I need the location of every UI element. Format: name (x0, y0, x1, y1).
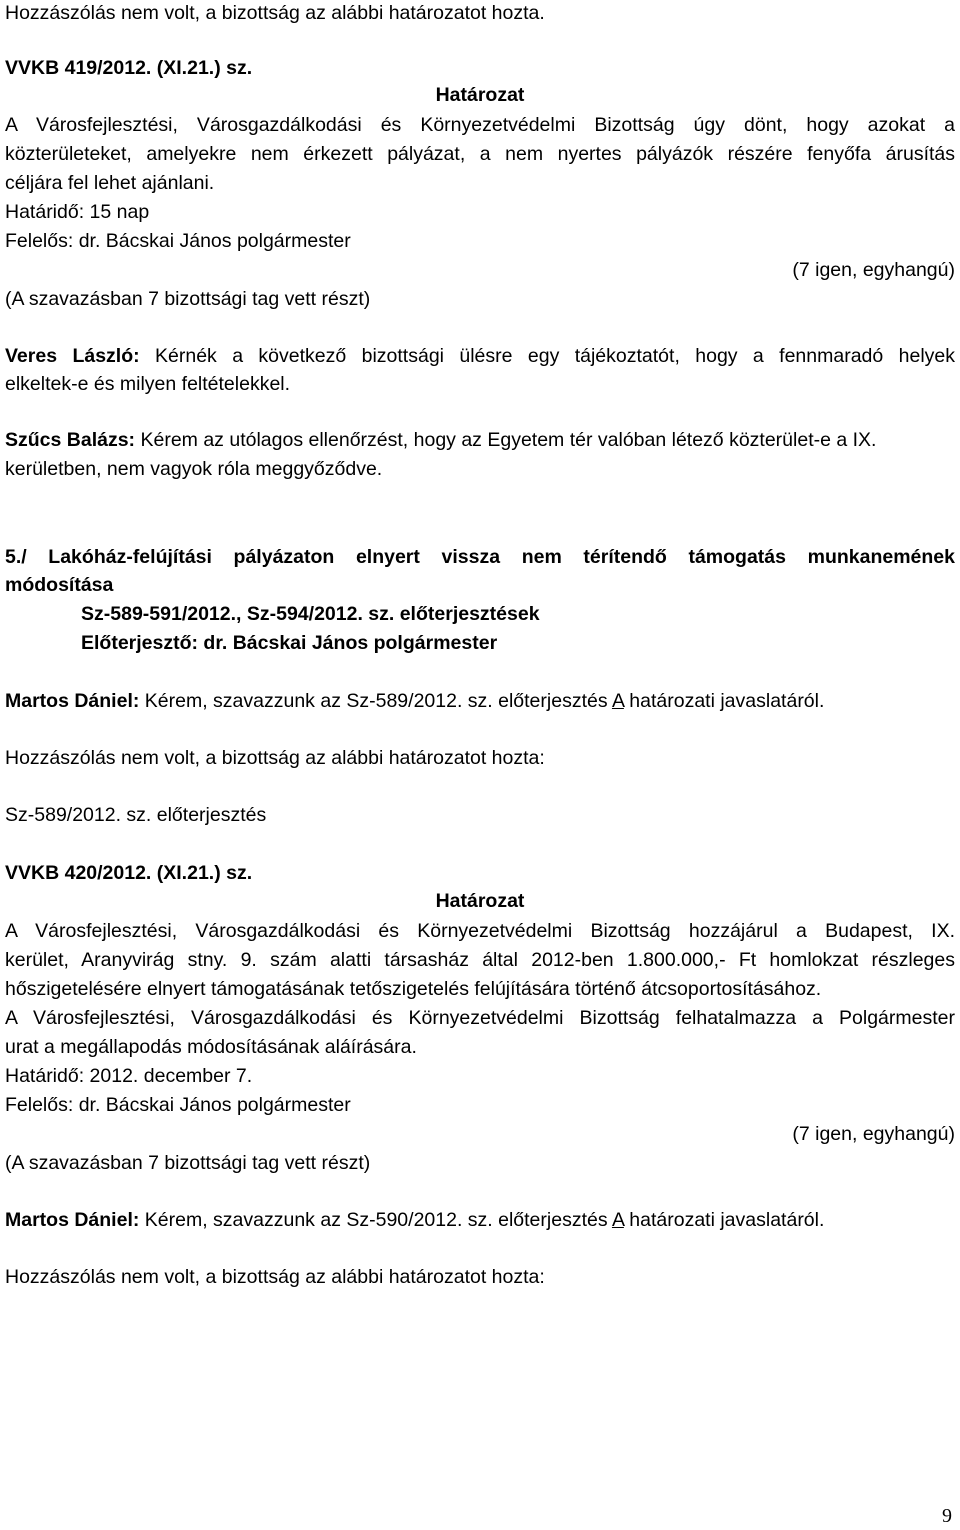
resolution-420-line-1: A Városfejlesztési, Városgazdálkodási és Környezetvédelmi Bizottság hozzájárul a Budapest, IX. (5, 920, 955, 942)
martos-statement-2: Martos Dániel: Kérem, szavazzunk az Sz-590/2012. sz. előterjesztés A határozati javaslatáról. (5, 1209, 825, 1231)
resolution-419-id: VVKB 419/2012. (XI.21.) sz. (5, 57, 253, 79)
speaker-martos: Martos Dániel: (5, 690, 140, 712)
speaker-szucs: Szűcs Balázs: (5, 429, 136, 451)
resolution-419-line-1: A Városfejlesztési, Városgazdálkodási és Környezetvédelmi Bizottság úgy dönt, hogy azokat a (5, 114, 955, 136)
resolution-420-id: VVKB 420/2012. (XI.21.) sz. (5, 862, 253, 884)
agenda-item-5-presenter: Előterjesztő: dr. Bácskai János polgármester (81, 632, 498, 654)
veres-statement-line-1: Veres László: Kérnék a következő bizottsági ülésre egy tájékoztatót, hogy a fennmaradó helyek (5, 345, 955, 367)
resolution-420-responsible: Felelős: dr. Bácskai János polgármester (5, 1094, 351, 1116)
resolution-420-heading: Határozat (435, 890, 525, 912)
resolution-420-line-4: A Városfejlesztési, Városgazdálkodási és Környezetvédelmi Bizottság felhatalmazza a Polgármester (5, 1007, 955, 1029)
comment-text-1: Hozzászólás nem volt, a bizottság az alábbi határozatot hozta: (5, 747, 545, 769)
speaker-martos: Martos Dániel: (5, 1209, 140, 1231)
resolution-419-line-3: céljára fel lehet ajánlani. (5, 172, 215, 194)
szucs-statement-line-2: kerületben, nem vagyok róla meggyőződve. (5, 458, 383, 480)
resolution-420-line-3: hőszigetelésére elnyert támogatásának tetőszigetelés felújítására történő átcsoportosításához. (5, 978, 822, 1000)
resolution-419-heading: Határozat (435, 84, 525, 106)
speaker-veres: Veres László: (5, 345, 140, 367)
szucs-statement-line-1: Szűcs Balázs: Kérem az utólagos ellenőrzést, hogy az Egyetem tér valóban létező közterület-e a IX. (5, 429, 877, 451)
agenda-item-5-title-1: 5./ Lakóház-felújítási pályázaton elnyert vissza nem térítendő támogatás munkanemének (5, 546, 955, 568)
resolution-420-deadline: Határidő: 2012. december 7. (5, 1065, 253, 1087)
resolution-419-participation: (A szavazásban 7 bizottsági tag vett részt) (5, 288, 371, 310)
agenda-item-5-title-2: módosítása (5, 574, 114, 596)
resolution-420-vote: (7 igen, egyhangú) (792, 1123, 955, 1145)
comment-text-2: Hozzászólás nem volt, a bizottság az alábbi határozatot hozta: (5, 1266, 545, 1288)
agenda-item-5-docs: Sz-589-591/2012., Sz-594/2012. sz. előterjesztések (81, 603, 540, 625)
resolution-419-responsible: Felelős: dr. Bácskai János polgármester (5, 230, 351, 252)
doc-589-label: Sz-589/2012. sz. előterjesztés (5, 804, 267, 826)
resolution-419-deadline: Határidő: 15 nap (5, 201, 150, 223)
resolution-420-participation: (A szavazásban 7 bizottsági tag vett részt) (5, 1152, 371, 1174)
veres-statement-line-2: elkeltek-e és milyen feltételekkel. (5, 373, 291, 395)
resolution-420-line-5: urat a megállapodás módosításának aláírására. (5, 1036, 417, 1058)
resolution-419-line-2: közterületeket, amelyekre nem érkezett pályázat, a nem nyertes pályázók részére fenyőfa árusítás (5, 143, 955, 165)
resolution-420-line-2: kerület, Aranyvirág stny. 9. szám alatti társasház által 2012-ben 1.800.000,- Ft homlokzat részleges (5, 949, 955, 971)
page-number: 9 (942, 1505, 952, 1527)
resolution-419-vote: (7 igen, egyhangú) (792, 259, 955, 281)
intro-text: Hozzászólás nem volt, a bizottság az alábbi határozatot hozta. (5, 2, 545, 24)
martos-statement-1: Martos Dániel: Kérem, szavazzunk az Sz-589/2012. sz. előterjesztés A határozati javaslatáról. (5, 690, 825, 712)
